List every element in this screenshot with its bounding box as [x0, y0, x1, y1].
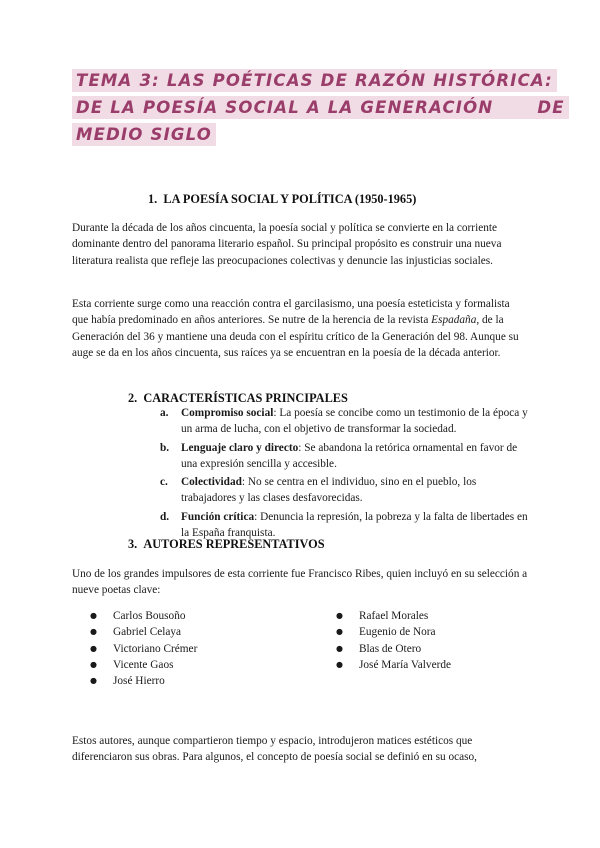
list-item: ● Gabriel Celaya	[90, 624, 310, 640]
item-term: Colectividad	[181, 476, 242, 489]
list-item	[160, 474, 532, 507]
section-1-paragraph-2	[72, 296, 528, 361]
title-line-2a: DE LA POESÍA SOCIAL A LA GENERACIÓN	[76, 98, 494, 117]
para2-text-a: Esta corriente surge como una reacción contra el garcilasismo, una poesía esteticista y formalista que había predominado en años anteriores. Se nutre de la herencia de la revista	[72, 298, 510, 327]
para2-text-b: , de la Generación del 36 y mantiene una deuda con el espíritu crítico de la Generación del 98. Aunque su auge se da en los años cincuenta, sus raíces ya se encuentran en la poesía de la década anterior.	[72, 314, 519, 359]
title-line-1	[72, 70, 553, 97]
item-letter: c.	[160, 476, 168, 489]
title-line-2	[72, 97, 565, 124]
list-item: ● Vicente Gaos	[90, 657, 310, 673]
item-text: : No se centra en el individuo, sino en el pueblo, los trabajadores y las clases desfavorecidas.	[181, 476, 477, 505]
title-line-2b: DE	[537, 98, 565, 117]
item-text: : Se abandona la retórica ornamental en favor de una expresión sencilla y accesible.	[181, 441, 518, 470]
item-text: : Denuncia la represión, la pobreza y la falta de libertades en la España franquista.	[181, 510, 528, 540]
item-term: Compromiso social	[181, 407, 274, 419]
list-item: ● Victoriano Crémer	[90, 641, 310, 657]
title-line-2-text	[72, 96, 569, 119]
page-title	[72, 70, 565, 151]
item-letter: b.	[160, 441, 170, 454]
list-item: ● José Hierro	[90, 673, 310, 689]
list-item: ● Blas de Otero	[336, 641, 536, 657]
item-text: : La poesía se concibe como un testimonio de la época y un arma de lucha, con el objetivo de transformar la sociedad.	[181, 407, 528, 436]
poets-list-right	[336, 608, 536, 673]
section-3-title: AUTORES REPRESENTATIVOS	[143, 537, 325, 551]
item-letter: d.	[160, 510, 170, 523]
item-term: Lenguaje claro y directo	[181, 441, 299, 454]
characteristics-list	[160, 405, 532, 543]
title-line-3-text: MEDIO SIGLO	[72, 123, 216, 146]
item-letter: a.	[160, 407, 169, 419]
list-item	[160, 440, 532, 473]
section-2-heading	[128, 391, 348, 406]
section-1-heading	[148, 192, 416, 207]
title-line-3	[72, 124, 542, 151]
section-3-number: 3.	[128, 537, 138, 551]
title-line-1-text: TEMA 3: LAS POÉTICAS DE RAZÓN HISTÓRICA:	[72, 69, 557, 92]
list-item: ● Carlos Bousoño	[90, 608, 310, 624]
item-term: Función crítica	[181, 510, 255, 523]
espadana-title: Espadaña	[431, 314, 477, 327]
section-3-heading	[128, 537, 325, 552]
section-1-number: 1.	[148, 192, 158, 206]
list-item: ● José María Valverde	[336, 657, 536, 673]
list-item: ● Rafael Morales	[336, 608, 536, 624]
section-2-title: CARACTERÍSTICAS PRINCIPALES	[143, 391, 348, 405]
poets-list-left	[90, 608, 310, 689]
section-2-number: 2.	[128, 391, 138, 405]
section-1-paragraph-1: Durante la década de los años cincuenta, la poesía social y política se convierte en la corriente dominante dentro del panorama literario español. Su principal propósito es construir una nueva literatura realista que refleje las preocupaciones colectivas y denuncie las injusticias sociales.	[72, 222, 502, 267]
list-item	[160, 405, 532, 438]
section-1-title: LA POESÍA SOCIAL Y POLÍTICA (1950-1965)	[163, 192, 417, 206]
section-3-closing: Estos autores, aunque compartieron tiempo y espacio, introdujeron matices estéticos que diferenciaron sus obras. Para algunos, el concepto de poesía social se definió en su ocaso,	[72, 735, 477, 764]
section-3-intro: Uno de los grandes impulsores de esta corriente fue Francisco Ribes, quien incluyó en su selección a nueve poetas clave:	[72, 568, 528, 597]
list-item: ● Eugenio de Nora	[336, 624, 536, 640]
